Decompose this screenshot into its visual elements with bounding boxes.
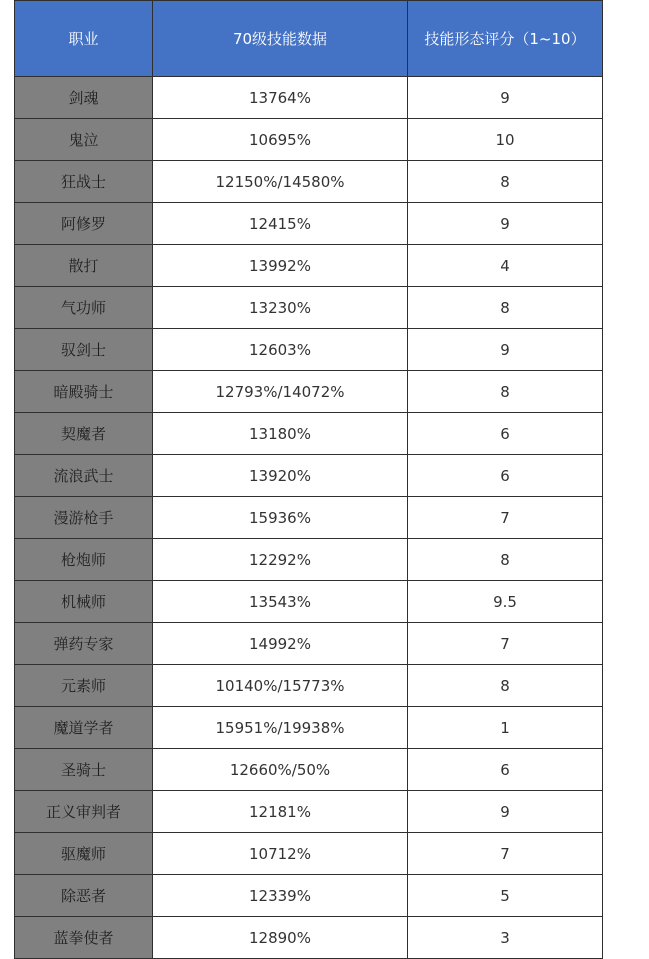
- skill-data-cell: 12660%/50%: [153, 749, 408, 791]
- job-cell: 驭剑士: [15, 329, 153, 371]
- job-cell: 散打: [15, 245, 153, 287]
- skill-data-cell: 13920%: [153, 455, 408, 497]
- job-cell: 机械师: [15, 581, 153, 623]
- skill-data-table: [14, 0, 603, 959]
- table-row: [15, 203, 603, 245]
- job-cell: 阿修罗: [15, 203, 153, 245]
- score-cell: 5: [408, 875, 603, 917]
- skill-data-cell: 14992%: [153, 623, 408, 665]
- table-row: [15, 833, 603, 875]
- skill-data-cell: 12890%: [153, 917, 408, 959]
- skill-data-cell: 13543%: [153, 581, 408, 623]
- table-row: [15, 875, 603, 917]
- header-skill-data: 70级技能数据: [153, 1, 408, 77]
- score-cell: 8: [408, 161, 603, 203]
- score-cell: 7: [408, 497, 603, 539]
- job-cell: 流浪武士: [15, 455, 153, 497]
- skill-data-cell: 12415%: [153, 203, 408, 245]
- table-row: [15, 707, 603, 749]
- table-row: [15, 77, 603, 119]
- job-cell: 剑魂: [15, 77, 153, 119]
- table-row: [15, 581, 603, 623]
- table-row: [15, 287, 603, 329]
- score-cell: 9: [408, 203, 603, 245]
- table-row: [15, 497, 603, 539]
- score-cell: 3: [408, 917, 603, 959]
- job-cell: 驱魔师: [15, 833, 153, 875]
- job-cell: 暗殿骑士: [15, 371, 153, 413]
- table-row: [15, 413, 603, 455]
- job-cell: 蓝拳使者: [15, 917, 153, 959]
- skill-data-cell: 12181%: [153, 791, 408, 833]
- table-row: [15, 917, 603, 959]
- skill-data-cell: 12339%: [153, 875, 408, 917]
- skill-data-cell: 13180%: [153, 413, 408, 455]
- skill-data-cell: 12292%: [153, 539, 408, 581]
- score-cell: 6: [408, 413, 603, 455]
- table-header: [15, 1, 603, 77]
- table-row: [15, 623, 603, 665]
- table-row: [15, 791, 603, 833]
- skill-data-cell: 15936%: [153, 497, 408, 539]
- skill-data-cell: 13764%: [153, 77, 408, 119]
- score-cell: 7: [408, 623, 603, 665]
- job-cell: 气功师: [15, 287, 153, 329]
- table-body: [15, 77, 603, 959]
- skill-data-cell: 13992%: [153, 245, 408, 287]
- skill-data-table-container: [14, 0, 602, 959]
- skill-data-cell: 12603%: [153, 329, 408, 371]
- table-row: [15, 245, 603, 287]
- job-cell: 漫游枪手: [15, 497, 153, 539]
- job-cell: 除恶者: [15, 875, 153, 917]
- job-cell: 正义审判者: [15, 791, 153, 833]
- skill-data-cell: 13230%: [153, 287, 408, 329]
- score-cell: 8: [408, 539, 603, 581]
- score-cell: 6: [408, 749, 603, 791]
- table-row: [15, 371, 603, 413]
- table-row: [15, 749, 603, 791]
- score-cell: 9: [408, 329, 603, 371]
- score-cell: 9.5: [408, 581, 603, 623]
- skill-data-cell: 10695%: [153, 119, 408, 161]
- score-cell: 8: [408, 287, 603, 329]
- skill-data-cell: 12793%/14072%: [153, 371, 408, 413]
- score-cell: 8: [408, 371, 603, 413]
- table-row: [15, 119, 603, 161]
- score-cell: 1: [408, 707, 603, 749]
- job-cell: 弹药专家: [15, 623, 153, 665]
- skill-data-cell: 12150%/14580%: [153, 161, 408, 203]
- job-cell: 枪炮师: [15, 539, 153, 581]
- header-score: 技能形态评分（1~10）: [408, 1, 603, 77]
- job-cell: 契魔者: [15, 413, 153, 455]
- table-row: [15, 329, 603, 371]
- score-cell: 8: [408, 665, 603, 707]
- score-cell: 9: [408, 77, 603, 119]
- job-cell: 鬼泣: [15, 119, 153, 161]
- table-row: [15, 539, 603, 581]
- score-cell: 9: [408, 791, 603, 833]
- skill-data-cell: 10712%: [153, 833, 408, 875]
- job-cell: 元素师: [15, 665, 153, 707]
- header-job: 职业: [15, 1, 153, 77]
- table-row: [15, 455, 603, 497]
- score-cell: 10: [408, 119, 603, 161]
- job-cell: 圣骑士: [15, 749, 153, 791]
- score-cell: 6: [408, 455, 603, 497]
- job-cell: 狂战士: [15, 161, 153, 203]
- skill-data-cell: 15951%/19938%: [153, 707, 408, 749]
- job-cell: 魔道学者: [15, 707, 153, 749]
- table-row: [15, 665, 603, 707]
- score-cell: 4: [408, 245, 603, 287]
- table-row: [15, 161, 603, 203]
- score-cell: 7: [408, 833, 603, 875]
- header-row: [15, 1, 603, 77]
- skill-data-cell: 10140%/15773%: [153, 665, 408, 707]
